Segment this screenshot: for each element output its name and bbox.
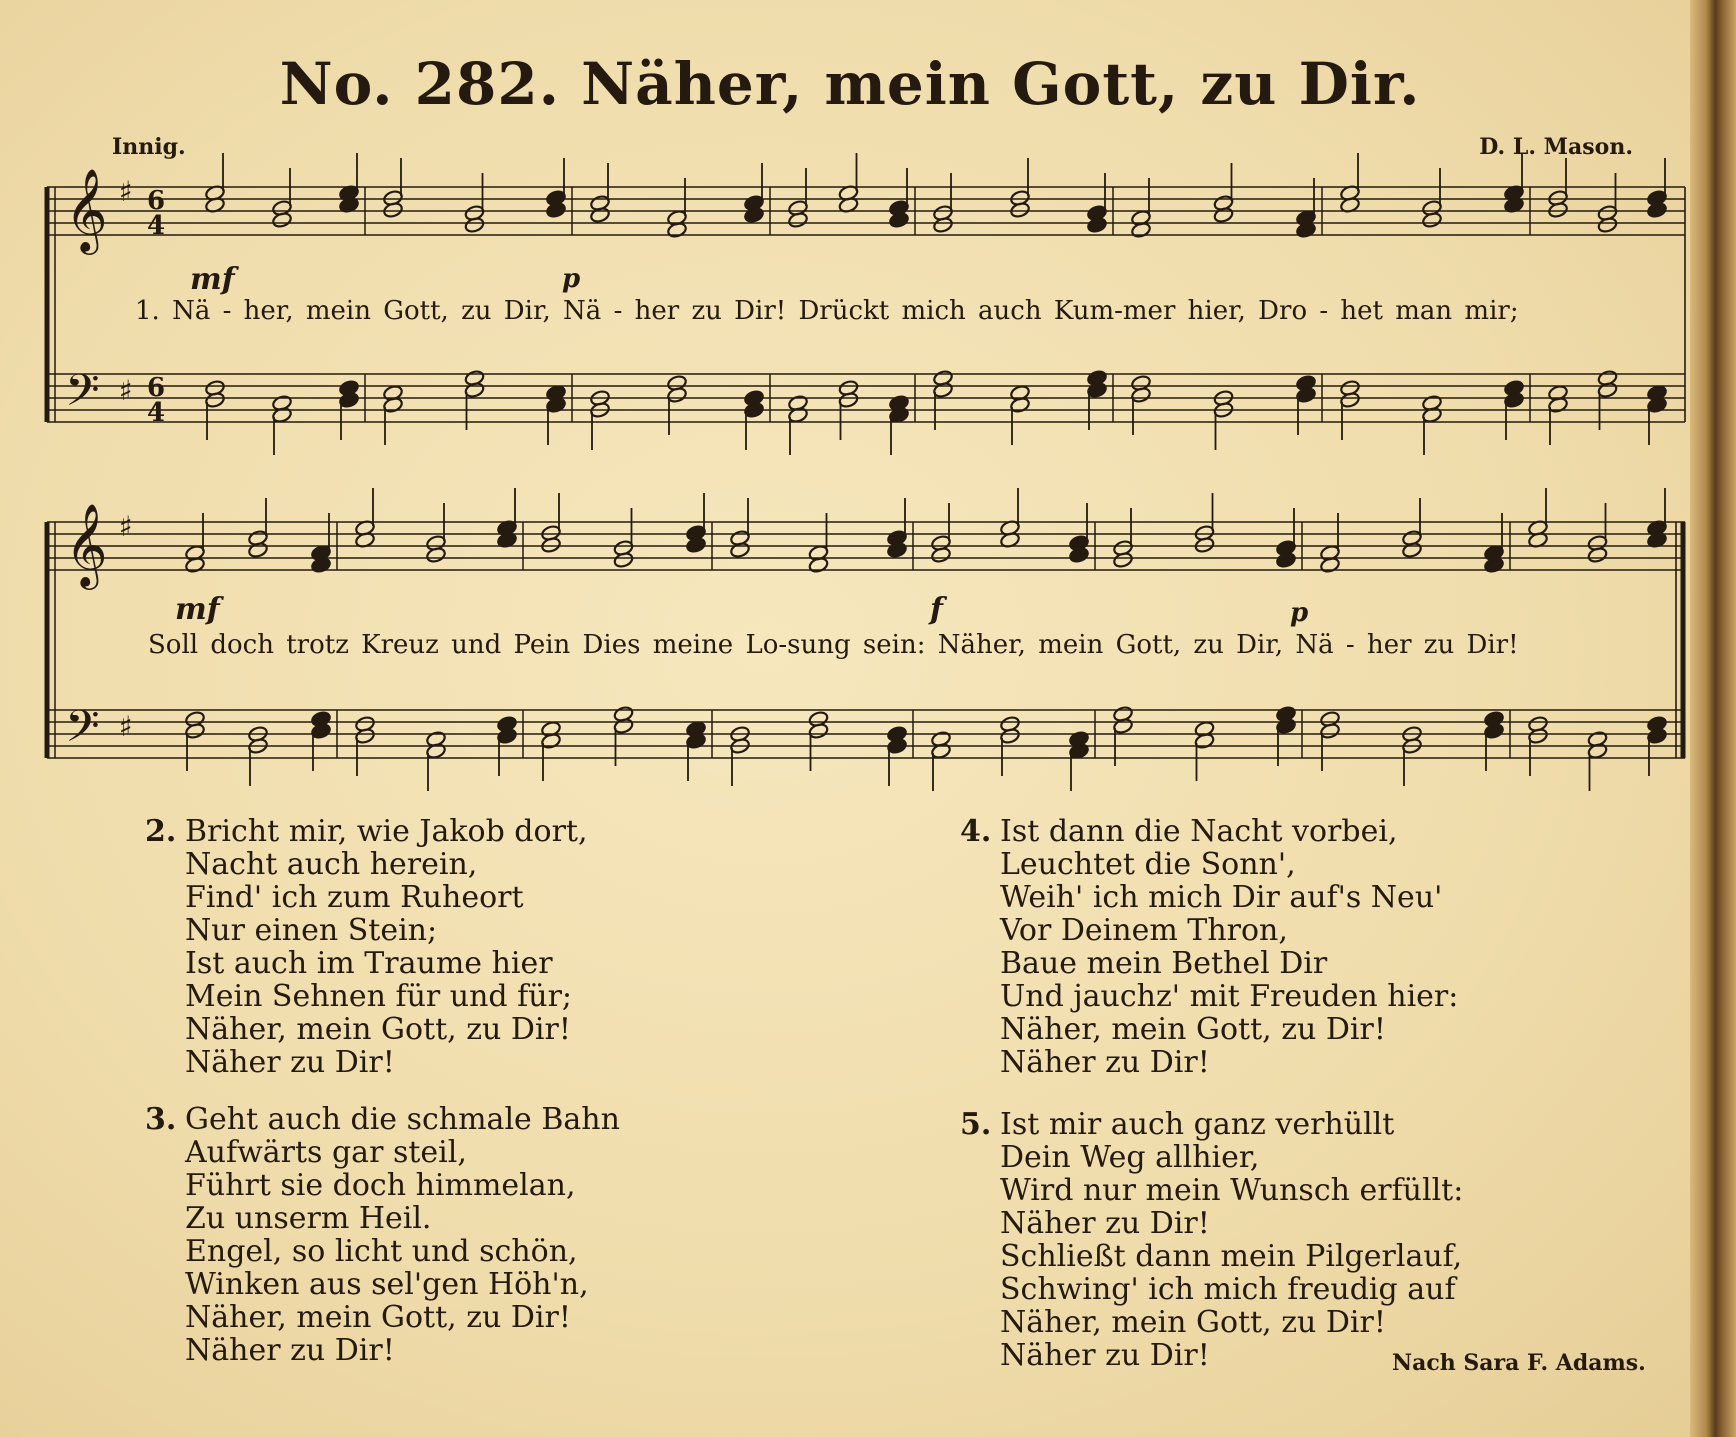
lyric-line-1: 1. Nä - her, mein Gott, zu Dir, Nä - her zu Dir! Drückt mich auch Kum-mer hier, Dro - het man mir; [135, 296, 1519, 326]
stanza-line: Ist mir auch ganz verhüllt [1000, 1107, 1395, 1142]
time-signature-numerator: 6 [147, 373, 166, 403]
composer-credit: D. L. Mason. [1479, 134, 1633, 160]
stanza-line: Näher zu Dir! [1000, 1206, 1210, 1241]
sharp-icon: ♯ [119, 510, 133, 543]
stanza-line: Nacht auch herein, [185, 847, 478, 882]
stanza-line: Nur einen Stein; [185, 913, 438, 948]
staff-systems [47, 153, 1685, 791]
stanza-number: 5. [960, 1107, 992, 1142]
treble-clef-icon: 𝄞 [65, 167, 108, 251]
stanza-line: Geht auch die schmale Bahn [185, 1102, 620, 1137]
time-signature-denominator: 4 [147, 398, 166, 428]
stanza-5 [960, 1107, 1464, 1373]
stanza-line: Mein Sehnen für und für; [185, 979, 573, 1014]
bass-clef-icon: 𝄢 [65, 700, 100, 763]
stanza-line: Zu unserm Heil. [185, 1201, 432, 1236]
stanza-line: Näher zu Dir! [1000, 1045, 1210, 1080]
sharp-icon: ♯ [119, 710, 133, 743]
lyric-line-2: Soll doch trotz Kreuz und Pein Dies meine Lo-sung sein: Näher, mein Gott, zu Dir, Nä - her zu Dir! [148, 630, 1519, 660]
stanza-line: Ist dann die Nacht vorbei, [1000, 814, 1398, 849]
sharp-icon: ♯ [119, 175, 133, 208]
stanza-line: Aufwärts gar steil, [185, 1135, 467, 1170]
stanza-line: Schwing' ich mich freudig auf [1000, 1272, 1456, 1307]
stanza-line: Vor Deinem Thron, [1000, 913, 1288, 948]
stanza-line: Leuchtet die Sonn', [1000, 847, 1296, 882]
dynamic-mf-line2: mf [175, 592, 220, 627]
stanza-number: 3. [145, 1102, 177, 1137]
time-signature-denominator: 4 [147, 211, 166, 241]
stanza-line: Näher, mein Gott, zu Dir! [185, 1300, 571, 1335]
time-signature-numerator: 6 [147, 186, 166, 216]
stanza-line: Find' ich zum Ruheort [185, 880, 524, 915]
stanza-line: Baue mein Bethel Dir [1000, 946, 1328, 981]
dynamic-p-line1: p [562, 264, 581, 294]
stanza-number: 2. [145, 814, 177, 849]
stanza-line: Näher, mein Gott, zu Dir! [1000, 1012, 1386, 1047]
lyricist-credit: Nach Sara F. Adams. [1392, 1350, 1646, 1376]
stanza-line: Bricht mir, wie Jakob dort, [185, 814, 588, 849]
stanza-line: Schließt dann mein Pilgerlauf, [1000, 1239, 1463, 1274]
treble-clef-icon: 𝄞 [65, 502, 108, 586]
stanza-line: Näher zu Dir! [185, 1333, 395, 1368]
stanza-line: Näher zu Dir! [1000, 1338, 1210, 1373]
dynamic-mf-line1: mf [190, 262, 235, 297]
stanza-number: 4. [960, 814, 992, 849]
stanza-line: Weih' ich mich Dir auf's Neu' [1000, 880, 1443, 915]
stanza-line: Näher, mein Gott, zu Dir! [185, 1012, 571, 1047]
sharp-icon: ♯ [119, 374, 133, 407]
dynamic-p-line2: p [1290, 598, 1309, 628]
stanza-line: Dein Weg allhier, [1000, 1140, 1260, 1175]
hymn-title: No. 282. Näher, mein Gott, zu Dir. [279, 50, 1421, 118]
stanza-line: Winken aus sel'gen Höh'n, [185, 1267, 589, 1302]
stanza-line: Wird nur mein Wunsch erfüllt: [1000, 1173, 1464, 1208]
stanza-line: Ist auch im Traume hier [185, 946, 553, 981]
stanza-4 [960, 814, 1459, 1080]
stanza-2 [145, 814, 588, 1080]
stanza-line: Führt sie doch himmelan, [185, 1168, 576, 1203]
stanza-line: Und jauchz' mit Freuden hier: [1000, 979, 1459, 1014]
stanza-line: Näher, mein Gott, zu Dir! [1000, 1305, 1386, 1340]
stanza-3 [145, 1102, 620, 1368]
tempo-marking: Innig. [112, 134, 186, 160]
stanza-line: Engel, so licht und schön, [185, 1234, 578, 1269]
dynamic-f-line2: f [930, 592, 943, 627]
bass-clef-icon: 𝄢 [65, 364, 100, 427]
stanza-line: Näher zu Dir! [185, 1045, 395, 1080]
